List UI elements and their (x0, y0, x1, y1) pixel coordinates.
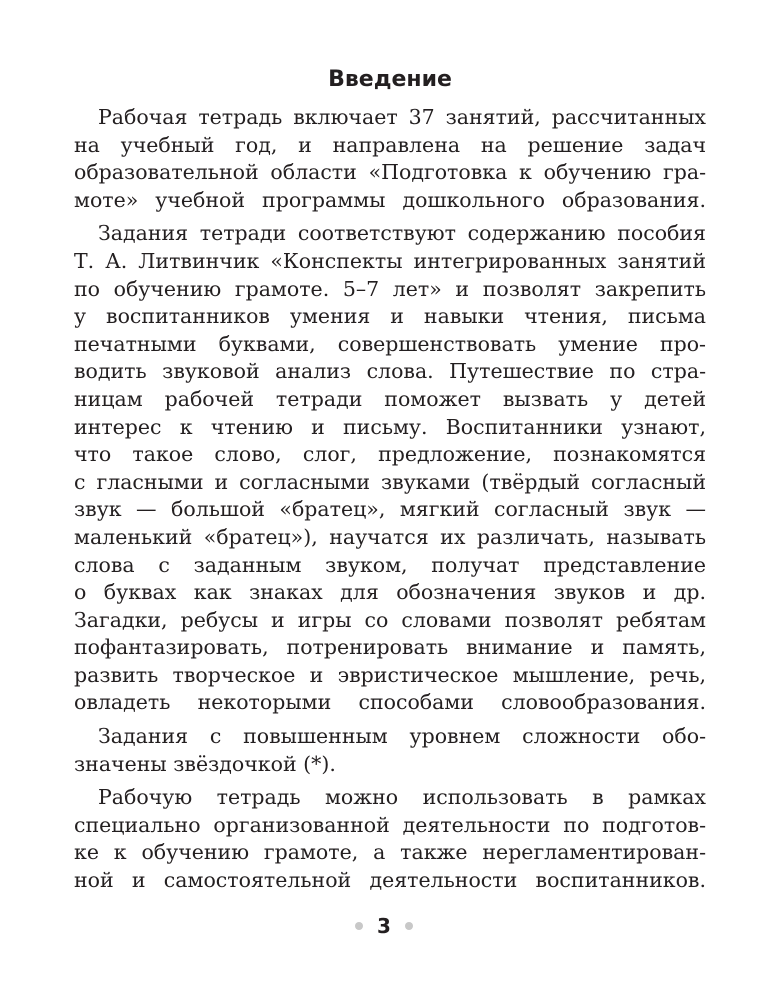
left-dot-icon (355, 922, 363, 930)
text-line: Рабочая тетрадь включает 37 занятий, рассчитанных (98, 105, 706, 129)
paragraph-2 (74, 220, 706, 717)
text-line: интерес к чтению и письму. Воспитанники узнают, (74, 414, 706, 439)
text-line: Задания тетради соответствуют содержанию пособия (98, 221, 706, 246)
text-line: что такое слово, слог, предложение, познакомятся (74, 442, 706, 467)
text-line: образовательной области «Подготовка к обучению гра- (74, 160, 706, 185)
text-line: с гласными и согласными звуками (твёрдый согласный (74, 469, 706, 494)
text-line: овладеть некоторыми способами словообразования. (74, 690, 706, 715)
text-line: о буквах как знаках для обозначения звуков и др. (74, 580, 706, 605)
text-line: водить звуковой анализ слова. Путешествие по стра- (74, 359, 706, 384)
paragraph-4 (74, 784, 706, 894)
right-dot-icon (405, 922, 413, 930)
page-title: Введение (328, 67, 452, 92)
text-line: Загадки, ребусы и игры со словами позволят ребятам (74, 607, 706, 632)
text-line: по обучению грамоте. 5–7 лет» и позволят закрепить (74, 276, 706, 301)
text-line: значены звёздочкой (*). (74, 751, 336, 776)
text-line: Т. А. Литвинчик «Конспекты интегрированных занятий (74, 248, 706, 273)
text-line: пофантазировать, потренировать внимание и память, (74, 635, 706, 660)
text-line: у воспитанников умения и навыки чтения, письма (74, 304, 706, 329)
text-line: Рабочую тетрадь можно использовать в рамках (98, 785, 706, 810)
text-line: моте» учебной программы дошкольного образования. (74, 187, 706, 212)
text-line: Задания с повышенным уровнем сложности обо- (98, 724, 706, 749)
paragraph-3 (74, 723, 706, 778)
text-line: ке к обучению грамоте, а также нерегламентирован- (74, 840, 706, 865)
text-line: слова с заданным звуком, получат представление (74, 552, 706, 577)
text-line: ницам рабочей тетради поможет вызвать у детей (74, 386, 706, 411)
text-line: развить творческое и эвристическое мышление, речь, (74, 662, 706, 687)
paragraph-1 (74, 104, 706, 214)
text-line: специально организованной деятельности по подготов- (74, 812, 706, 837)
page-number: 3 (377, 914, 391, 938)
text-line: звук — большой «братец», мягкий согласный звук — (74, 497, 706, 522)
page-content (74, 66, 706, 901)
text-line: ной и самостоятельной деятельности воспитанников. (74, 868, 706, 893)
page-footer (0, 912, 768, 940)
text-line: маленький «братец»), научатся их различать, называть (74, 524, 706, 549)
text-line: печатными буквами, совершенствовать умение про- (74, 331, 706, 356)
text-line: на учебный год, и направлена на решение задач (74, 132, 706, 157)
